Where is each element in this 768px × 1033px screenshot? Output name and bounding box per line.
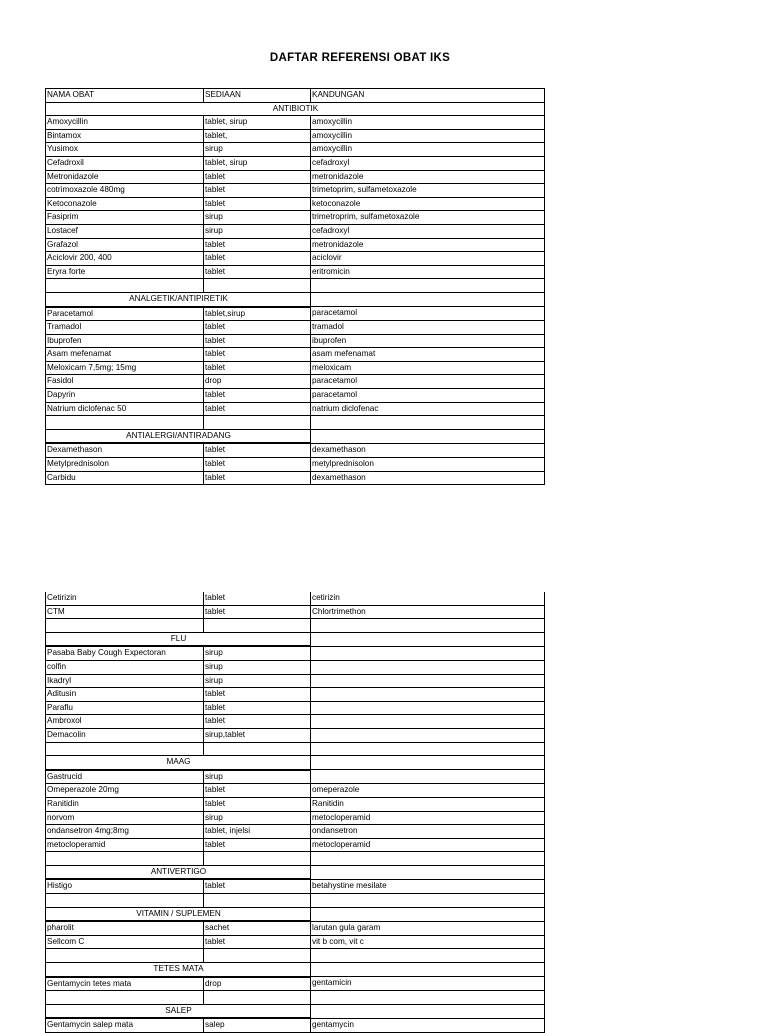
drug-name-cell: Cetirizin [46,592,204,605]
form-cell: tablet [204,252,311,266]
form-cell: tablet [204,701,311,715]
content-cell [311,646,545,660]
drug-name-cell: Paraflu [46,701,204,715]
form-cell: sirup [204,674,311,688]
content-cell: tramadol [311,321,545,335]
form-cell: sirup [204,224,311,238]
drug-name-cell: Dexamethason [46,443,204,457]
drug-name-cell: Gentamycin salep mata [46,1018,204,1032]
form-cell: tablet [204,605,311,619]
form-cell: sirup,tablet [204,728,311,742]
header-row [46,89,545,103]
content-cell [311,715,545,729]
content-cell [311,688,545,702]
content-cell: ibuprofen [311,334,545,348]
drug-name-cell: Grafazol [46,238,204,252]
content-cell: eritromicin [311,265,545,279]
table-row [46,321,545,335]
table-row [46,688,545,702]
drug-name-cell: CTM [46,605,204,619]
content-cell: metronidazole [311,238,545,252]
form-cell: tablet [204,389,311,403]
table-row [46,935,545,949]
blank-cell [204,619,311,633]
table-row [46,646,545,660]
table-row [46,116,545,130]
section-empty-cell [311,756,545,770]
table-row [46,838,545,852]
content-cell: paracetamol [311,307,545,321]
form-cell: tablet [204,715,311,729]
drug-name-cell: metocloperamid [46,838,204,852]
drug-name-cell: Ikadryl [46,674,204,688]
form-cell: sirup [204,660,311,674]
form-cell: sirup [204,143,311,157]
table-row [46,715,545,729]
section-empty-cell [311,632,545,646]
drug-name-cell: Gastrucid [46,770,204,784]
section-empty-cell [311,429,545,443]
content-cell: metylprednisolon [311,458,545,472]
blank-cell [46,852,204,866]
form-cell: tablet, sirup [204,116,311,130]
section-row [46,963,545,977]
drug-name-cell: Histigo [46,879,204,893]
blank-cell [311,894,545,908]
drug-name-cell: Metronidazole [46,170,204,184]
table-row [46,592,545,605]
drug-table-1 [45,88,545,485]
table-row [46,605,545,619]
form-cell: tablet [204,402,311,416]
form-cell: tablet [204,797,311,811]
form-cell: salep [204,1018,311,1032]
drug-name-cell: Eryra forte [46,265,204,279]
blank-cell [311,742,545,756]
content-cell: ondansetron [311,825,545,839]
table-row [46,921,545,935]
content-cell: cefadroxyl [311,224,545,238]
blank-cell [46,416,204,430]
table-row [46,784,545,798]
drug-name-cell: Bintamox [46,129,204,143]
content-cell: larutan gula garam [311,921,545,935]
drug-name-cell: Aciclovir 200, 400 [46,252,204,266]
drug-name-cell: Asam mefenamat [46,348,204,362]
section-heading: ANTIVERTIGO [46,865,311,879]
drug-name-cell: Ketoconazole [46,197,204,211]
table-row [46,279,545,293]
section-row [46,907,545,921]
content-cell [311,770,545,784]
section-heading: FLU [46,632,311,646]
form-cell: tablet [204,334,311,348]
drug-name-cell: cotrimoxazole 480mg [46,184,204,198]
blank-cell [204,742,311,756]
section-heading: TETES MATA [46,963,311,977]
form-cell: tablet, sirup [204,156,311,170]
table-row [46,991,545,1005]
table-row [46,238,545,252]
table-row [46,1018,545,1032]
form-cell: tablet [204,471,311,485]
form-cell: drop [204,977,311,991]
blank-cell [204,894,311,908]
content-cell: cetirizin [311,592,545,605]
header-sediaan: SEDIAAN [204,89,311,103]
blank-cell [311,991,545,1005]
content-cell: dexamethason [311,443,545,457]
content-cell [311,701,545,715]
table-row [46,458,545,472]
section-empty-cell [311,963,545,977]
content-cell: natrium diclofenac [311,402,545,416]
drug-name-cell: colfin [46,660,204,674]
section-heading: MAAG [46,756,311,770]
drug-name-cell: Amoxycillin [46,116,204,130]
drug-name-cell: pharolit [46,921,204,935]
blank-cell [204,416,311,430]
content-cell: Chlortrimethon [311,605,545,619]
blank-cell [204,991,311,1005]
table-row [46,184,545,198]
content-cell [311,728,545,742]
drug-name-cell: Aditusin [46,688,204,702]
section-empty-cell [311,1004,545,1018]
table-row [46,770,545,784]
form-cell: tablet [204,688,311,702]
table-row [46,471,545,485]
form-cell: tablet [204,443,311,457]
table-row [46,129,545,143]
table-row [46,416,545,430]
section-row [46,429,545,443]
drug-name-cell: Cefadroxil [46,156,204,170]
form-cell: sirup [204,770,311,784]
section-empty-cell [311,292,545,306]
content-cell: gentamicin [311,977,545,991]
drug-name-cell: norvom [46,811,204,825]
section-heading: VITAMIN / SUPLEMEN [46,907,311,921]
table-row [46,742,545,756]
table-row [46,348,545,362]
table-row [46,211,545,225]
content-cell: trimetoprim, sulfametoxazole [311,184,545,198]
table-row [46,660,545,674]
section-heading: ANALGETIK/ANTIPIRETIK [46,292,311,306]
table-row [46,728,545,742]
drug-name-cell: Natrium diclofenac 50 [46,402,204,416]
page-title: DAFTAR REFERENSI OBAT IKS [269,52,451,64]
blank-cell [204,949,311,963]
content-cell: omeperazole [311,784,545,798]
section-row [46,1004,545,1018]
content-cell: amoxycillin [311,116,545,130]
form-cell: tablet, injelsi [204,825,311,839]
blank-cell [46,619,204,633]
table-row [46,143,545,157]
blank-cell [204,852,311,866]
section-empty-cell [311,865,545,879]
header-kandungan: KANDUNGAN [311,89,545,103]
drug-name-cell: Fasiprim [46,211,204,225]
content-cell: asam mefenamat [311,348,545,362]
content-cell: ketoconazole [311,197,545,211]
content-cell: vit b com, vit c [311,935,545,949]
form-cell: tablet [204,265,311,279]
table-row [46,224,545,238]
table-row [46,977,545,991]
table-row [46,674,545,688]
drug-name-cell: Gentamycin tetes mata [46,977,204,991]
table-row [46,701,545,715]
table-row [46,894,545,908]
form-cell: tablet [204,879,311,893]
content-cell [311,674,545,688]
drug-name-cell: ondansetron 4mg;8mg [46,825,204,839]
content-cell: trimetroprim, sulfametoxazole [311,211,545,225]
table-row [46,252,545,266]
content-cell: dexamethason [311,471,545,485]
blank-cell [311,279,545,293]
table-row [46,375,545,389]
drug-name-cell: Pasaba Baby Cough Expectoran [46,646,204,660]
form-cell: drop [204,375,311,389]
table-row [46,265,545,279]
content-cell: amoxycillin [311,129,545,143]
section-row [46,632,545,646]
drug-name-cell: Metylprednisolon [46,458,204,472]
table-row [46,879,545,893]
form-cell: sirup [204,211,311,225]
blank-cell [311,416,545,430]
blank-cell [46,949,204,963]
drug-name-cell: Meloxicam 7,5mg; 15mg [46,361,204,375]
content-cell: betahystine mesilate [311,879,545,893]
table-row [46,852,545,866]
drug-name-cell: Sellcom C [46,935,204,949]
table-row [46,402,545,416]
blank-cell [311,852,545,866]
content-cell: metocloperamid [311,838,545,852]
header-nama-obat: NAMA OBAT [46,89,204,103]
form-cell: tablet, [204,129,311,143]
blank-cell [46,279,204,293]
drug-name-cell: Ibuprofen [46,334,204,348]
form-cell: tablet [204,458,311,472]
section-heading: ANTIBIOTIK [46,102,545,116]
drug-name-cell: Paracetamol [46,307,204,321]
blank-cell [46,894,204,908]
drug-name-cell: Demacolin [46,728,204,742]
content-cell: gentamycin [311,1018,545,1032]
table-row [46,334,545,348]
form-cell: tablet [204,361,311,375]
drug-name-cell: Ranitidin [46,797,204,811]
table-row [46,197,545,211]
section-heading: SALEP [46,1004,311,1018]
form-cell: tablet,sirup [204,307,311,321]
table-row [46,811,545,825]
blank-cell [46,742,204,756]
form-cell: tablet [204,184,311,198]
table-row [46,797,545,811]
section-row [46,292,545,306]
section-row [46,865,545,879]
content-cell: amoxycillin [311,143,545,157]
form-cell: tablet [204,238,311,252]
form-cell: tablet [204,784,311,798]
content-cell: paracetamol [311,375,545,389]
table-row [46,389,545,403]
content-cell: meloxicam [311,361,545,375]
table-row [46,619,545,633]
table-row [46,443,545,457]
table-row [46,307,545,321]
blank-cell [311,949,545,963]
blank-cell [46,991,204,1005]
form-cell: tablet [204,592,311,605]
section-row [46,756,545,770]
form-cell: tablet [204,838,311,852]
form-cell: tablet [204,935,311,949]
blank-cell [311,619,545,633]
content-cell: cefadroxyl [311,156,545,170]
section-row [46,102,545,116]
form-cell: sachet [204,921,311,935]
table-row [46,170,545,184]
drug-table-2 [45,592,545,1033]
section-heading: ANTIALERGI/ANTIRADANG [46,429,311,443]
content-cell: Ranitidin [311,797,545,811]
table-row [46,361,545,375]
drug-name-cell: Ambroxol [46,715,204,729]
drug-name-cell: Yusimox [46,143,204,157]
drug-name-cell: Omeperazole 20mg [46,784,204,798]
drug-name-cell: Dapyrin [46,389,204,403]
form-cell: tablet [204,170,311,184]
drug-name-cell: Fasidol [46,375,204,389]
drug-name-cell: Carbidu [46,471,204,485]
content-cell: metronidazole [311,170,545,184]
form-cell: tablet [204,321,311,335]
content-cell: paracetamol [311,389,545,403]
table-row [46,825,545,839]
form-cell: sirup [204,811,311,825]
form-cell: tablet [204,348,311,362]
drug-name-cell: Tramadol [46,321,204,335]
drug-name-cell: Lostacef [46,224,204,238]
section-empty-cell [311,907,545,921]
content-cell [311,660,545,674]
content-cell: aciclovir [311,252,545,266]
form-cell: tablet [204,197,311,211]
content-cell: metocloperamid [311,811,545,825]
blank-cell [204,279,311,293]
table-row [46,949,545,963]
table-row [46,156,545,170]
form-cell: sirup [204,646,311,660]
